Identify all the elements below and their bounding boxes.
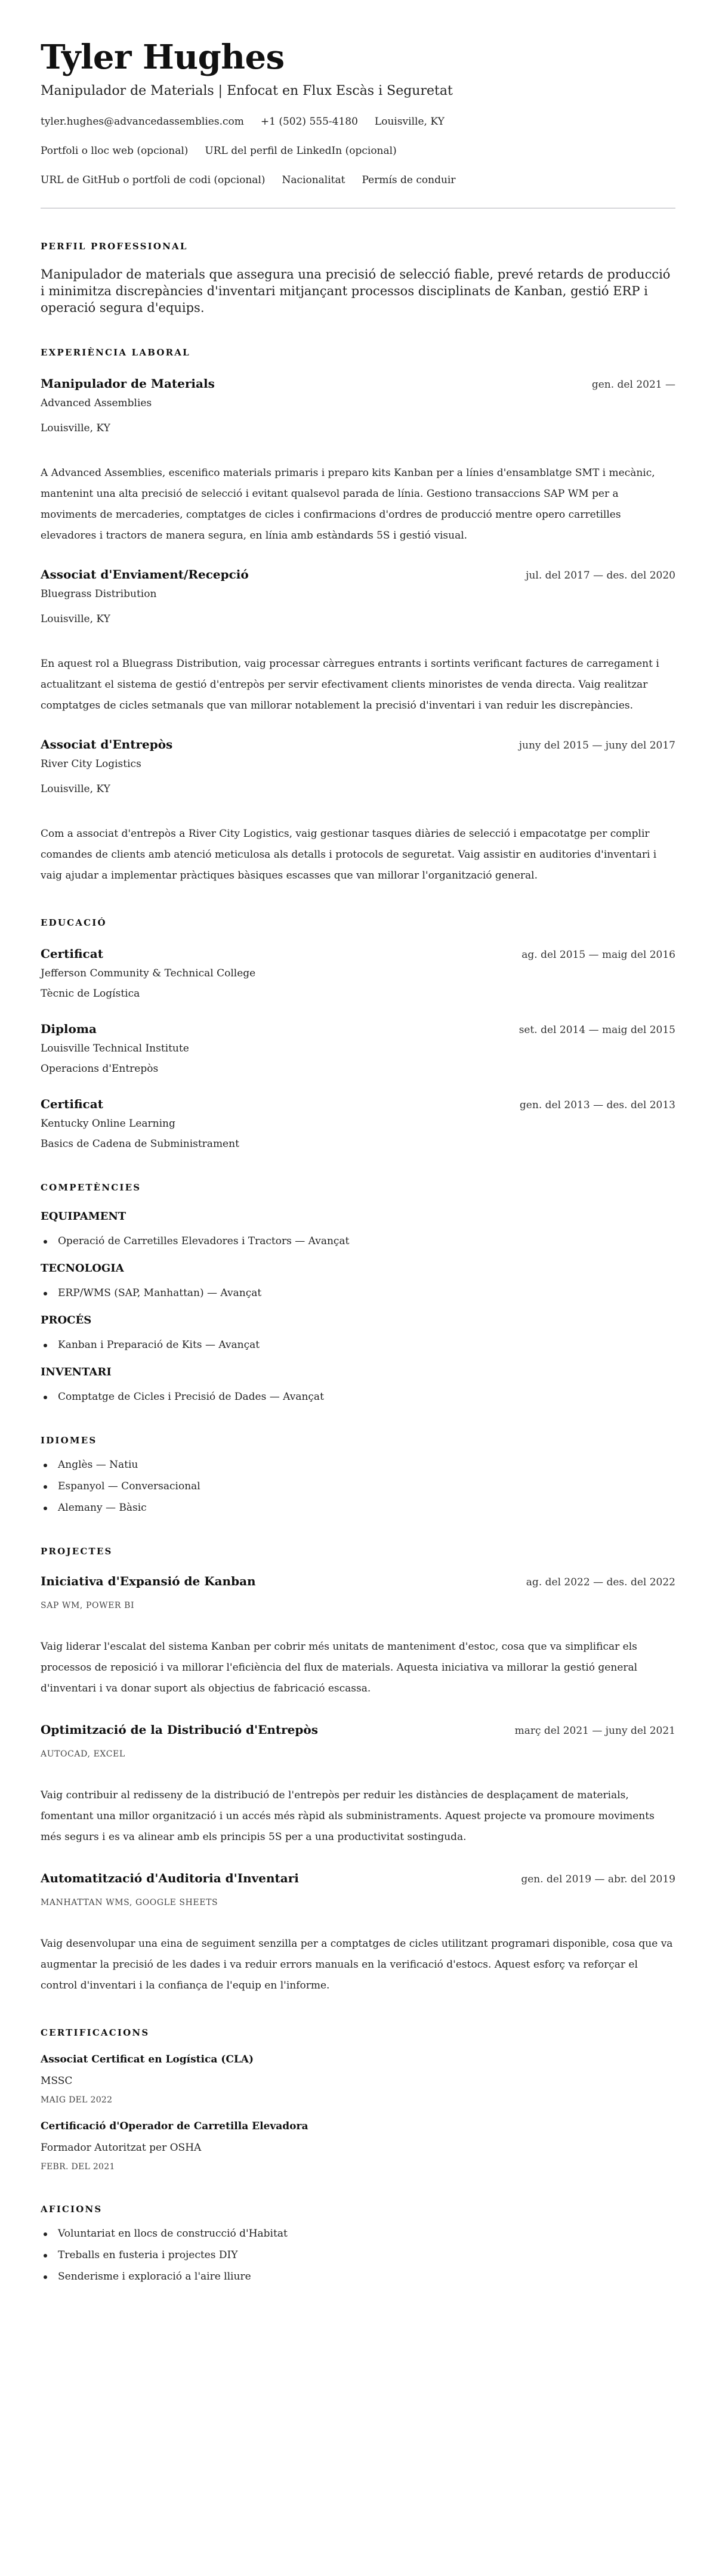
job-company: Advanced Assemblies bbox=[41, 397, 152, 409]
education-dates: gen. del 2013 — des. del 2013 bbox=[519, 1099, 675, 1111]
candidate-name: Tyler Hughes bbox=[41, 38, 285, 77]
section-projects bbox=[41, 1546, 675, 1996]
skill-category: EQUIPAMENT bbox=[41, 1210, 126, 1223]
section-title-projects: PROJECTES bbox=[41, 1546, 113, 1557]
job-dates: jul. del 2017 — des. del 2020 bbox=[526, 570, 675, 582]
contact-row-primary bbox=[41, 115, 675, 129]
degree-title: Diploma bbox=[41, 1022, 97, 1036]
education-entry bbox=[41, 1096, 675, 1151]
job-title: Associat d'Enviament/Recepció bbox=[41, 567, 249, 582]
experience-entry bbox=[41, 737, 675, 886]
language-item: Alemany — Bàsic bbox=[41, 1501, 675, 1515]
header-divider bbox=[41, 208, 675, 209]
certification-date: MAIG DEL 2022 bbox=[41, 2095, 113, 2105]
contact-driving-license: Permís de conduir bbox=[362, 174, 456, 186]
project-dates: gen. del 2019 — abr. del 2019 bbox=[521, 1873, 675, 1885]
contact-location: Louisville, KY bbox=[374, 116, 445, 128]
certification-entry bbox=[41, 2052, 675, 2106]
contact-github-link[interactable]: URL de GitHub o portfoli de codi (opcional) bbox=[41, 174, 266, 186]
school-name: Jefferson Community & Technical College bbox=[41, 967, 256, 979]
hobby-item: Voluntariat en llocs de construcció d'Habitat bbox=[41, 2226, 675, 2241]
job-dates: juny del 2015 — juny del 2017 bbox=[519, 740, 675, 752]
contact-linkedin-link[interactable]: URL del perfil de LinkedIn (opcional) bbox=[205, 145, 397, 157]
section-title-languages: IDIOMES bbox=[41, 1435, 97, 1446]
education-dates: ag. del 2015 — maig del 2016 bbox=[521, 949, 675, 961]
education-entry bbox=[41, 946, 675, 1001]
project-dates: març del 2021 — juny del 2021 bbox=[514, 1725, 675, 1737]
section-title-summary: PERFIL PROFESSIONAL bbox=[41, 241, 188, 252]
language-list bbox=[41, 1458, 675, 1515]
project-name: Optimització de la Distribució d'Entrepòs bbox=[41, 1723, 318, 1737]
section-certifications bbox=[41, 2027, 675, 2173]
section-summary bbox=[41, 241, 675, 316]
project-tech: SAP WM, POWER BI bbox=[41, 1601, 135, 1610]
skill-item: Kanban i Preparació de Kits — Avançat bbox=[41, 1338, 675, 1352]
section-skills bbox=[41, 1182, 675, 1404]
section-experience bbox=[41, 347, 675, 886]
section-hobbies bbox=[41, 2204, 675, 2284]
job-location: Louisville, KY bbox=[41, 783, 110, 795]
resume-header bbox=[41, 38, 675, 187]
section-title-hobbies: AFICIONS bbox=[41, 2204, 103, 2215]
school-name: Kentucky Online Learning bbox=[41, 1118, 175, 1130]
skill-item: ERP/WMS (SAP, Manhattan) — Avançat bbox=[41, 1286, 675, 1300]
job-title: Associat d'Entrepòs bbox=[41, 737, 173, 752]
contact-row-extra bbox=[41, 173, 675, 187]
skill-list bbox=[41, 1234, 675, 1248]
project-tech: AUTOCAD, EXCEL bbox=[41, 1749, 125, 1759]
skill-list bbox=[41, 1338, 675, 1352]
job-title: Manipulador de Materials bbox=[41, 376, 215, 391]
section-title-education: EDUCACIÓ bbox=[41, 917, 107, 928]
section-education bbox=[41, 917, 675, 1151]
hobby-item: Treballs en fusteria i projectes DIY bbox=[41, 2248, 675, 2262]
language-item: Anglès — Natiu bbox=[41, 1458, 675, 1472]
project-name: Automatització d'Auditoria d'Inventari bbox=[41, 1871, 299, 1885]
contact-email[interactable]: tyler.hughes@advancedassemblies.com bbox=[41, 116, 244, 128]
certification-date: FEBR. DEL 2021 bbox=[41, 2162, 115, 2172]
job-location: Louisville, KY bbox=[41, 613, 110, 625]
summary-text: Manipulador de materials que assegura una precisió de selecció fiable, prevé retards de producció i minimitza discrepàncies d'inventari mitjançant processos disciplinats de Kanban, gestió ERP i operació segura d'equips. bbox=[41, 267, 671, 315]
field-of-study: Operacions d'Entrepòs bbox=[41, 1063, 159, 1075]
hobby-item: Senderisme i exploració a l'aire lliure bbox=[41, 2269, 675, 2284]
hobby-list bbox=[41, 2226, 675, 2284]
field-of-study: Basics de Cadena de Subministrament bbox=[41, 1138, 239, 1150]
job-company: River City Logistics bbox=[41, 758, 141, 770]
experience-entry bbox=[41, 567, 675, 716]
certification-entry bbox=[41, 2119, 675, 2173]
skill-item: Comptatge de Cicles i Precisió de Dades — Avançat bbox=[41, 1390, 675, 1404]
candidate-headline: Manipulador de Materials | Enfocat en Flux Escàs i Seguretat bbox=[41, 84, 453, 98]
language-item: Espanyol — Conversacional bbox=[41, 1479, 675, 1493]
school-name: Louisville Technical Institute bbox=[41, 1043, 189, 1054]
job-location: Louisville, KY bbox=[41, 422, 110, 434]
skill-category: INVENTARI bbox=[41, 1366, 112, 1378]
skill-category: TECNOLOGIA bbox=[41, 1262, 124, 1275]
project-description: Vaig desenvolupar una eina de seguiment senzilla per a comptatges de cicles utilitzant programari disponible, cosa que va augmentar la precisió de les dades i va reduir errors manuals en la verificació d'estocs. Aquest esforç va reforçar el control d'inventari i la confiança de l'equip en l'informe. bbox=[41, 1938, 673, 1991]
project-name: Iniciativa d'Expansió de Kanban bbox=[41, 1574, 256, 1588]
project-description: Vaig liderar l'escalat del sistema Kanban per cobrir més unitats de manteniment d'estoc, cosa que va simplificar els processos de reposició i va millorar l'eficiència del flux de materials. Aquesta iniciativa va millorar la gestió general d'inventari i va donar suport als objectius de fabricació escassa. bbox=[41, 1641, 638, 1694]
project-entry bbox=[41, 1573, 675, 1699]
project-entry bbox=[41, 1870, 675, 1996]
degree-title: Certificat bbox=[41, 947, 103, 961]
education-entry bbox=[41, 1021, 675, 1076]
project-tech: MANHATTAN WMS, GOOGLE SHEETS bbox=[41, 1898, 218, 1907]
certification-name: Associat Certificat en Logística (CLA) bbox=[41, 2054, 254, 2065]
job-dates: gen. del 2021 — bbox=[591, 379, 675, 391]
skill-list bbox=[41, 1286, 675, 1300]
contact-row-links bbox=[41, 144, 675, 158]
education-dates: set. del 2014 — maig del 2015 bbox=[519, 1024, 675, 1036]
contact-portfolio-link[interactable]: Portfoli o lloc web (opcional) bbox=[41, 145, 189, 157]
contact-nationality: Nacionalitat bbox=[282, 174, 345, 186]
section-languages bbox=[41, 1435, 675, 1515]
field-of-study: Tècnic de Logística bbox=[41, 988, 140, 1000]
project-dates: ag. del 2022 — des. del 2022 bbox=[526, 1576, 675, 1588]
job-company: Bluegrass Distribution bbox=[41, 588, 157, 600]
certification-issuer: MSSC bbox=[41, 2075, 73, 2087]
project-entry bbox=[41, 1722, 675, 1848]
project-description: Vaig contribuir al redisseny de la distribució de l'entrepòs per reduir les distàncies de desplaçament de materials, fomentant una millor organització i un accés més ràpid als subministraments. Aquest projecte va promoure moviments més segurs i es va alinear amb els principis 5S per a una productivitat sostinguda. bbox=[41, 1789, 655, 1843]
job-description: En aquest rol a Bluegrass Distribution, vaig processar càrregues entrants i sortints verificant factures de carregament i actualitzant el sistema de gestió d'entrepòs per servir efectivament clients minoristes de venda directa. Vaig realitzar comptatges de cicles setmanals que van millorar notablement la precisió d'inventari i van reduir les discrepàncies. bbox=[41, 658, 659, 712]
degree-title: Certificat bbox=[41, 1097, 103, 1111]
section-title-experience: EXPERIÈNCIA LABORAL bbox=[41, 347, 190, 358]
job-description: Com a associat d'entrepòs a River City Logistics, vaig gestionar tasques diàries de selecció i empacotatge per complir comandes de clients amb atenció meticulosa als detalls i protocols de seguretat. Vaig assistir en auditories d'inventari i vaig ajudar a implementar pràctiques bàsiques escasses que van millorar l'organització general. bbox=[41, 828, 657, 882]
section-title-skills: COMPETÈNCIES bbox=[41, 1182, 141, 1193]
certification-issuer: Formador Autoritzat per OSHA bbox=[41, 2142, 202, 2154]
contact-phone[interactable]: +1 (502) 555-4180 bbox=[260, 116, 358, 128]
section-title-certifications: CERTIFICACIONS bbox=[41, 2027, 150, 2038]
skill-list bbox=[41, 1390, 675, 1404]
certification-name: Certificació d'Operador de Carretilla Elevadora bbox=[41, 2120, 308, 2132]
skill-item: Operació de Carretilles Elevadores i Tractors — Avançat bbox=[41, 1234, 675, 1248]
job-description: A Advanced Assemblies, escenifico materials primaris i preparo kits Kanban per a línies d'ensamblatge SMT i mecànic, mantenint una alta precisió de selecció i evitant qualsevol parada de línia. Gestiono transaccions SAP WM per a moviments de mercaderies, comptatges de cicles i confirmacions d'ordres de producció mentre opero carretilles elevadores i tractors de manera segura, en línia amb estàndards 5S i gestió visual. bbox=[41, 467, 655, 542]
experience-entry bbox=[41, 376, 675, 546]
skill-category: PROCÉS bbox=[41, 1314, 92, 1326]
